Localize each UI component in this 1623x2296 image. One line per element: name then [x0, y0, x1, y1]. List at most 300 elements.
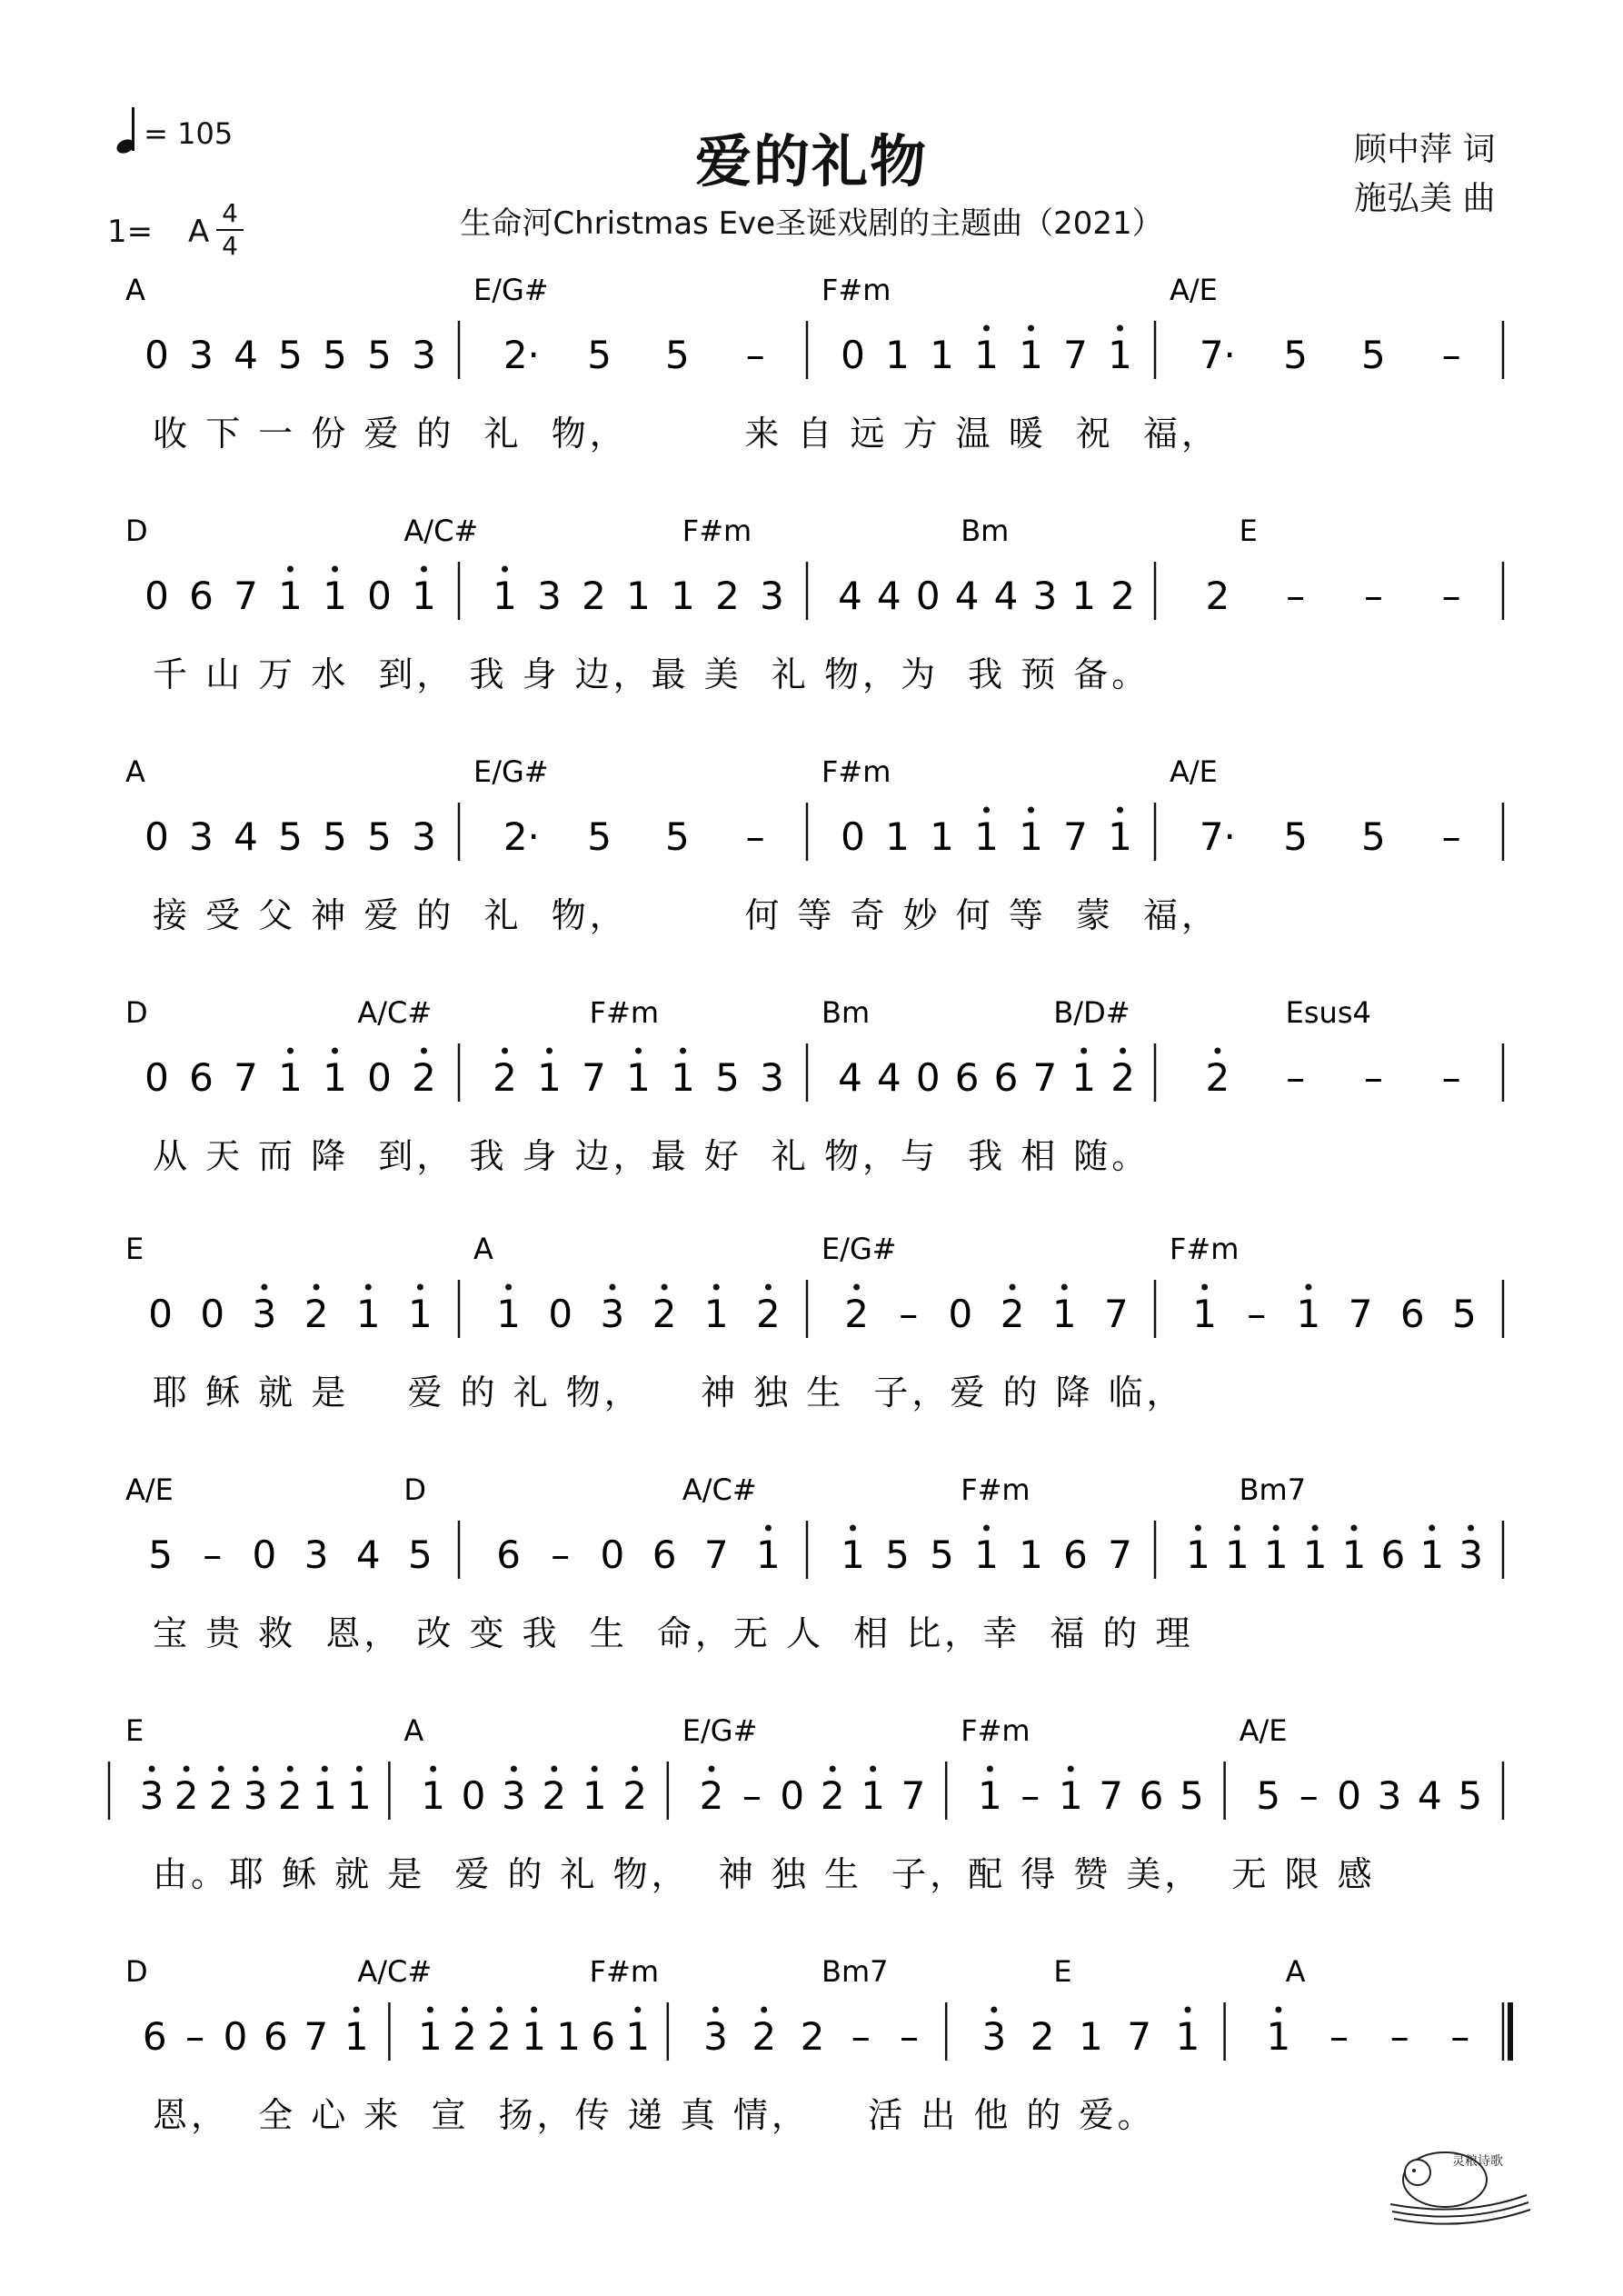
chord-symbol: Bm — [821, 995, 871, 1030]
jianpu-note: 1 — [323, 1055, 347, 1100]
octave-dot — [365, 1284, 372, 1291]
octave-dot — [502, 1048, 508, 1054]
lyric-line: 接 受 父 神 爱 的 礼 物， 何 等 奇 妙 何 等 蒙 福， — [153, 895, 1220, 935]
jianpu-note: 1 — [1419, 1532, 1445, 1577]
octave-dot — [713, 1284, 720, 1291]
octave-dot — [609, 1284, 615, 1291]
lyric-line: 宝 贵 救 恩， 改 变 我 生 命，无 人 相 比，幸 福 的 理 — [153, 1613, 1194, 1653]
octave-dot — [983, 325, 990, 332]
chord-symbol: F#m — [821, 754, 891, 789]
octave-dot — [1028, 807, 1034, 814]
octave-dot — [287, 566, 294, 573]
octave-dot — [421, 566, 427, 573]
jianpu-note: 3 — [189, 814, 214, 859]
jianpu-note: 2 — [699, 1773, 724, 1818]
octave-dot — [680, 1048, 686, 1054]
jianpu-note: 1 — [885, 333, 910, 377]
jianpu-note: 7 — [234, 1055, 258, 1100]
jianpu-note: 1 — [278, 574, 303, 618]
time-signature-bottom: 4 — [222, 231, 238, 261]
octave-dot — [870, 1766, 876, 1772]
octave-dot — [987, 1766, 993, 1772]
jianpu-note: 4 — [234, 814, 258, 859]
octave-dot — [632, 1766, 638, 1772]
chord-symbol: E — [1053, 1954, 1072, 1989]
jianpu-note: 2 — [652, 1292, 677, 1336]
jianpu-note: 5 — [715, 1055, 740, 1100]
jianpu-note: 1 — [861, 1773, 885, 1818]
jianpu-note: 7 — [1348, 1292, 1373, 1336]
chord-symbol: D — [125, 995, 148, 1030]
jianpu-note: 3 — [703, 2014, 728, 2059]
octave-dot — [1234, 1525, 1240, 1532]
chord-symbol: Bm7 — [1239, 1472, 1307, 1507]
jianpu-note: 1 — [582, 1773, 607, 1818]
tempo-value: = 105 — [144, 116, 234, 151]
jianpu-note: 5 — [1283, 333, 1308, 377]
jianpu-note: 5 — [587, 333, 612, 377]
jianpu-note: 7 — [1063, 333, 1088, 377]
jianpu-note: 0 — [915, 574, 941, 618]
jianpu-note: 5 — [587, 814, 612, 859]
jianpu-note: – — [1247, 1292, 1267, 1336]
octave-dot — [496, 2007, 503, 2013]
jianpu-note: 7· — [1199, 333, 1236, 377]
jianpu-note: 2 — [1110, 1055, 1135, 1100]
jianpu-note: 4 — [876, 574, 901, 618]
chord-symbol: E — [1239, 514, 1258, 548]
jianpu-note: 2 — [582, 574, 606, 618]
chord-symbol: A — [473, 1232, 493, 1266]
chord-symbol: A/C# — [357, 995, 433, 1030]
lyric-line: 收 下 一 份 爱 的 礼 物， 来 自 远 方 温 暖 祝 福， — [153, 414, 1220, 454]
jianpu-note: 0 — [548, 1292, 573, 1336]
octave-dot — [765, 1284, 772, 1291]
jianpu-note: 1 — [1175, 2014, 1200, 2059]
jianpu-note: 3 — [1377, 1773, 1402, 1818]
jianpu-note: 0 — [367, 1055, 392, 1100]
jianpu-note: 6 — [189, 574, 214, 618]
jianpu-note: 0 — [915, 1055, 941, 1100]
jianpu-note: 1 — [556, 2014, 582, 2059]
jianpu-note: 5 — [1361, 333, 1386, 377]
jianpu-note: 5 — [1458, 1773, 1483, 1818]
chord-symbol: E — [125, 1713, 144, 1748]
jianpu-note: 0 — [252, 1532, 277, 1577]
jianpu-note: 2 — [756, 1292, 781, 1336]
octave-dot — [1195, 1525, 1201, 1532]
jianpu-note: 5 — [323, 814, 347, 859]
chord-symbol: F#m — [961, 1713, 1031, 1748]
jianpu-note: 6 — [496, 1532, 521, 1577]
jianpu-note: 4 — [1418, 1773, 1442, 1818]
octave-dot — [332, 566, 338, 573]
jianpu-note: 2 — [622, 1773, 647, 1818]
octave-dot — [427, 2007, 433, 2013]
octave-dot — [1312, 1525, 1319, 1532]
jianpu-note: 1 — [493, 574, 517, 618]
jianpu-note: 7 — [1104, 1292, 1129, 1336]
jianpu-note: – — [742, 1773, 762, 1818]
octave-dot — [991, 2007, 997, 2013]
chord-symbol: A/C# — [403, 514, 479, 548]
octave-dot — [417, 1284, 423, 1291]
jianpu-note: – — [1299, 1773, 1319, 1818]
jianpu-note: 6 — [1139, 1773, 1164, 1818]
jianpu-note: 3 — [243, 1773, 268, 1818]
octave-dot — [1201, 1284, 1208, 1291]
jianpu-note: 0 — [1337, 1773, 1361, 1818]
jianpu-note: 1 — [1302, 1532, 1328, 1577]
lyric-line: 千 山 万 水 到， 我 身 边，最 美 礼 物，为 我 预 备。 — [153, 654, 1150, 694]
jianpu-note: 2 — [1030, 2014, 1055, 2059]
jianpu-note: 3 — [502, 1773, 526, 1818]
jianpu-note: 1 — [625, 2014, 651, 2059]
jianpu-note: 4 — [954, 574, 980, 618]
jianpu-note: 6 — [1380, 1532, 1406, 1577]
jianpu-note: 5 — [367, 814, 392, 859]
jianpu-note: – — [1286, 574, 1306, 618]
octave-dot — [149, 1766, 155, 1772]
jianpu-note: 5 — [278, 333, 303, 377]
jianpu-note: 0 — [367, 574, 392, 618]
jianpu-note: 1 — [418, 2014, 443, 2059]
jianpu-note: 1 — [496, 1292, 521, 1336]
jianpu-note: 2 — [412, 1055, 436, 1100]
octave-dot — [1028, 325, 1034, 332]
jianpu-note: 7 — [1099, 1773, 1123, 1818]
jianpu-note: 6 — [993, 1055, 1019, 1100]
jianpu-note: 2 — [820, 1773, 845, 1818]
jianpu-note: 3 — [537, 574, 562, 618]
jianpu-note: 5 — [930, 1532, 954, 1577]
octave-dot — [592, 1766, 598, 1772]
jianpu-note: 1 — [1079, 2014, 1103, 2059]
octave-dot — [1120, 1048, 1126, 1054]
octave-dot — [712, 2007, 719, 2013]
jianpu-note: 1 — [671, 574, 695, 618]
octave-dot — [1117, 807, 1123, 814]
jianpu-note: 5 — [1361, 814, 1386, 859]
jianpu-note: – — [1021, 1773, 1041, 1818]
sheep-logo-icon — [1381, 2109, 1545, 2236]
jianpu-note: 1 — [412, 574, 436, 618]
jianpu-note: 2 — [174, 1773, 199, 1818]
jianpu-note: 5 — [665, 333, 690, 377]
jianpu-note: 7· — [1199, 814, 1236, 859]
octave-dot — [1117, 325, 1123, 332]
octave-dot — [635, 1048, 642, 1054]
octave-dot — [261, 1284, 267, 1291]
jianpu-note: 1 — [978, 1773, 1002, 1818]
jianpu-note: 0 — [144, 814, 169, 859]
octave-dot — [765, 1525, 772, 1532]
jianpu-note: 2· — [503, 814, 540, 859]
jianpu-note: 2 — [752, 2014, 777, 2059]
jianpu-note: 1 — [1019, 1532, 1043, 1577]
octave-dot — [983, 807, 990, 814]
chord-symbol: Bm7 — [821, 1954, 889, 1989]
jianpu-note: – — [203, 1532, 223, 1577]
octave-dot — [531, 2007, 537, 2013]
jianpu-note: 7 — [1032, 1055, 1058, 1100]
jianpu-note: 1 — [974, 814, 999, 859]
jianpu-note: 1 — [278, 1055, 303, 1100]
jianpu-note: 5 — [323, 333, 347, 377]
jianpu-note: 6 — [591, 2014, 616, 2059]
jianpu-note: 2 — [487, 2014, 512, 2059]
octave-dot — [505, 1284, 512, 1291]
jianpu-note: 1 — [1266, 2014, 1291, 2059]
jianpu-note: 1 — [930, 814, 954, 859]
octave-dot — [1275, 2007, 1281, 2013]
octave-dot — [850, 1525, 856, 1532]
jianpu-note: 1 — [974, 1532, 999, 1577]
jianpu-note: 6 — [142, 2014, 167, 2059]
octave-dot — [356, 1766, 363, 1772]
jianpu-note: 4 — [234, 333, 258, 377]
chord-symbol: A — [1285, 1954, 1306, 1989]
jianpu-note: 1 — [1224, 1532, 1250, 1577]
chord-symbol: A/E — [1170, 273, 1218, 307]
jianpu-note: 2 — [493, 1055, 517, 1100]
jianpu-note: 7 — [1108, 1532, 1132, 1577]
jianpu-note: 1 — [756, 1532, 781, 1577]
jianpu-note: 1 — [1051, 1292, 1077, 1336]
chord-symbol: A/E — [125, 1472, 174, 1507]
jianpu-note: 3 — [760, 574, 784, 618]
chord-symbol: A/C# — [357, 1954, 433, 1989]
jianpu-note: 5 — [665, 814, 690, 859]
song-title: 爱的礼物 — [694, 128, 928, 195]
jianpu-note: 1 — [974, 333, 999, 377]
chord-symbol: Esus4 — [1285, 995, 1371, 1030]
jianpu-note: 1 — [1019, 333, 1043, 377]
jianpu-note: 0 — [223, 2014, 248, 2059]
lyric-line: 由。耶 稣 就 是 爱 的 礼 物， 神 独 生 子，配 得 赞 美， 无 限 感 — [153, 1854, 1376, 1894]
jianpu-note: 1 — [626, 1055, 651, 1100]
chord-symbol: F#m — [961, 1472, 1031, 1507]
jianpu-note: 2 — [1205, 1055, 1230, 1100]
octave-dot — [551, 1766, 557, 1772]
chord-symbol: A/E — [1239, 1713, 1288, 1748]
jianpu-note: 7 — [1063, 814, 1088, 859]
jianpu-note: 0 — [148, 1292, 173, 1336]
jianpu-note: 5 — [1256, 1773, 1281, 1818]
jianpu-note: 3 — [189, 333, 214, 377]
jianpu-note: 7 — [901, 1773, 926, 1818]
jianpu-note: 5 — [278, 814, 303, 859]
octave-dot — [253, 1766, 259, 1772]
jianpu-note: 3 — [412, 333, 436, 377]
jianpu-note: 6 — [652, 1532, 677, 1577]
chord-symbol: E — [125, 1232, 144, 1266]
jianpu-note: 2 — [277, 1773, 303, 1818]
octave-dot — [853, 1284, 860, 1291]
jianpu-note: 7 — [582, 1055, 606, 1100]
jianpu-note: 0 — [144, 1055, 169, 1100]
jianpu-note: 1 — [344, 2014, 369, 2059]
chord-symbol: F#m — [589, 995, 660, 1030]
jianpu-note: 2· — [503, 333, 540, 377]
chord-symbol: F#m — [589, 1954, 660, 1989]
jianpu-note: – — [1441, 574, 1461, 618]
jianpu-note: 6 — [1399, 1292, 1425, 1336]
octave-dot — [421, 1048, 427, 1054]
jianpu-note: 1 — [355, 1292, 381, 1336]
chord-symbol: D — [403, 1472, 427, 1507]
octave-dot — [353, 2007, 360, 2013]
jianpu-note: 5 — [885, 1532, 910, 1577]
jianpu-note: 2 — [1110, 574, 1135, 618]
jianpu-note: 2 — [715, 574, 740, 618]
jianpu-note: – — [551, 1532, 571, 1577]
key-value: A — [187, 214, 210, 250]
octave-dot — [322, 1766, 328, 1772]
jianpu-note: – — [1441, 333, 1461, 377]
jianpu-note: 2 — [1000, 1292, 1025, 1336]
octave-dot — [1273, 1525, 1279, 1532]
octave-dot — [332, 1048, 338, 1054]
jianpu-note: – — [1363, 1055, 1383, 1100]
jianpu-note: 2 — [800, 2014, 825, 2059]
jianpu-note: 2 — [1205, 574, 1230, 618]
octave-dot — [983, 1525, 990, 1532]
chord-symbol: D — [125, 1954, 148, 1989]
octave-dot — [662, 1284, 668, 1291]
jianpu-note: 2 — [453, 2014, 477, 2059]
jianpu-note: 1 — [408, 1292, 433, 1336]
chord-symbol: B/D# — [1053, 995, 1130, 1030]
jianpu-note: 0 — [841, 814, 865, 859]
octave-dot — [709, 1766, 715, 1772]
jianpu-note: 1 — [703, 1292, 729, 1336]
jianpu-note: 1 — [1296, 1292, 1321, 1336]
jianpu-note: 3 — [139, 1773, 164, 1818]
chord-symbol: F#m — [821, 273, 891, 307]
jianpu-note: 1 — [1058, 1773, 1083, 1818]
jianpu-note: 0 — [780, 1773, 805, 1818]
jianpu-note: 5 — [367, 333, 392, 377]
jianpu-note: 1 — [1186, 1532, 1210, 1577]
jianpu-note: 6 — [264, 2014, 288, 2059]
octave-dot — [1184, 2007, 1190, 2013]
jianpu-note: 7 — [234, 574, 258, 618]
jianpu-note: – — [900, 2014, 920, 2059]
chord-symbol: E/G# — [473, 754, 549, 789]
jianpu-note: 6 — [189, 1055, 214, 1100]
jianpu-note: 4 — [355, 1532, 381, 1577]
jianpu-note: – — [745, 333, 765, 377]
octave-dot — [287, 1766, 294, 1772]
jianpu-note: – — [1441, 1055, 1461, 1100]
lyricist: 顾中萍 词 — [1354, 131, 1496, 168]
jianpu-note: 4 — [876, 1055, 901, 1100]
chord-symbol: A — [403, 1713, 424, 1748]
jianpu-note: 3 — [1032, 574, 1058, 618]
octave-dot — [1061, 1284, 1068, 1291]
octave-dot — [502, 566, 508, 573]
chord-symbol: Bm — [961, 514, 1010, 548]
jianpu-note: 1 — [323, 574, 347, 618]
jianpu-note: 1 — [1071, 574, 1097, 618]
jianpu-note: 0 — [841, 333, 865, 377]
jianpu-note: – — [1389, 2014, 1409, 2059]
jianpu-note: 1 — [841, 1532, 865, 1577]
jianpu-note: 5 — [408, 1532, 433, 1577]
jianpu-note: 2 — [844, 1292, 869, 1336]
jianpu-note: 2 — [542, 1773, 567, 1818]
octave-dot — [218, 1766, 224, 1772]
jianpu-note: 1 — [537, 1055, 562, 1100]
chord-symbol: A/E — [1170, 754, 1218, 789]
jianpu-note: 1 — [885, 814, 910, 859]
chord-symbol: D — [125, 514, 148, 548]
jianpu-note: 1 — [421, 1773, 445, 1818]
jianpu-note: – — [851, 2014, 871, 2059]
jianpu-note: – — [1450, 2014, 1470, 2059]
jianpu-note: 2 — [304, 1292, 329, 1336]
jianpu-note: 0 — [461, 1773, 486, 1818]
jianpu-note: 4 — [993, 574, 1019, 618]
octave-dot — [830, 1766, 836, 1772]
jianpu-note: 3 — [981, 2014, 1007, 2059]
jianpu-note: 0 — [144, 574, 169, 618]
jianpu-note: 1 — [347, 1773, 372, 1818]
lyric-line: 从 天 而 降 到， 我 身 边，最 好 礼 物，与 我 相 随。 — [153, 1136, 1150, 1176]
jianpu-note: 1 — [671, 1055, 695, 1100]
jianpu-note: 3 — [760, 1055, 784, 1100]
jianpu-note: 1 — [1019, 814, 1043, 859]
jianpu-note: 1 — [626, 574, 651, 618]
chord-symbol: A/C# — [682, 1472, 757, 1507]
chord-symbol: A — [125, 273, 145, 307]
jianpu-note: 3 — [304, 1532, 329, 1577]
octave-dot — [1080, 1048, 1087, 1054]
jianpu-note: 1 — [1192, 1292, 1217, 1336]
octave-dot — [184, 1766, 190, 1772]
jianpu-note: 3 — [412, 814, 436, 859]
jianpu-note: 1 — [522, 2014, 546, 2059]
jianpu-note: – — [1286, 1055, 1306, 1100]
lyric-line: 耶 稣 就 是 爱 的 礼 物， 神 独 生 子，爱 的 降 临， — [153, 1373, 1185, 1413]
octave-dot — [1214, 1048, 1220, 1054]
jianpu-note: 5 — [1180, 1773, 1204, 1818]
octave-dot — [761, 2007, 767, 2013]
octave-dot — [1010, 1284, 1016, 1291]
jianpu-note: 7 — [703, 1532, 729, 1577]
octave-dot — [1068, 1766, 1074, 1772]
time-signature-top: 4 — [222, 198, 238, 228]
jianpu-note: – — [745, 814, 765, 859]
jianpu-note: – — [185, 2014, 205, 2059]
chord-symbol: F#m — [682, 514, 752, 548]
jianpu-note: 7 — [304, 2014, 329, 2059]
lyric-line: 恩， 全 心 来 宣 扬，传 递 真 情， 活 出 他 的 爱。 — [153, 2095, 1156, 2135]
octave-dot — [546, 1048, 553, 1054]
jianpu-note: 0 — [200, 1292, 225, 1336]
octave-dot — [462, 2007, 468, 2013]
key-label: 1= — [107, 214, 154, 250]
octave-dot — [634, 2007, 641, 2013]
jianpu-note: 1 — [1108, 814, 1132, 859]
octave-dot — [314, 1284, 320, 1291]
jianpu-note: 0 — [600, 1532, 625, 1577]
chord-symbol: E/G# — [821, 1232, 897, 1266]
song-subtitle: 生命河Christmas Eve圣诞戏剧的主题曲（2021） — [460, 205, 1163, 242]
jianpu-note: – — [1441, 814, 1461, 859]
jianpu-note: – — [899, 1292, 919, 1336]
